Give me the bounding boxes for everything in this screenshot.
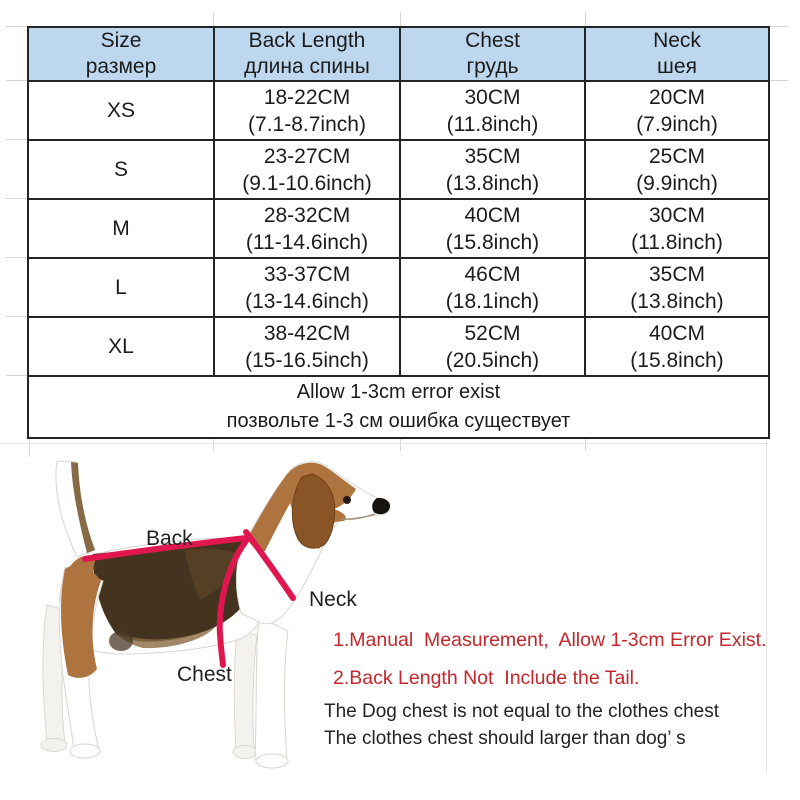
neck-inch: (7.9inch) [636,112,718,136]
col-header-neck-en: Neck [653,29,701,52]
dog-far-front-paw [233,746,257,759]
chest-cm: 52CM [464,321,521,345]
col-header-size [28,27,214,81]
size-cell: XL [28,317,214,376]
col-header-chest-en: Chest [465,29,520,52]
table-row-xl [28,317,769,376]
back-measure-label: Back [146,527,193,550]
table-row-l [28,258,769,317]
neck-inch: (13.8inch) [630,289,724,313]
neck-cell [585,258,769,317]
neck-cell [585,199,769,258]
col-header-back-length-en: Back Length [248,29,366,52]
gridline [400,437,401,451]
chest-inch: (11.8inch) [446,112,539,136]
note-chest-difference: The Dog chest is not equal to the clothes chest [324,701,720,722]
neck-measure-label: Neck [309,588,357,611]
back-length-cell [214,140,400,199]
gridline [6,80,27,81]
note-back-length: 2.Back Length Not Include the Tail. [333,667,640,689]
back-inch: (11-14.6inch) [245,230,369,254]
dog-far-hind-paw [41,739,67,752]
back-length-cell [214,199,400,258]
gridline [6,198,27,199]
dog-near-front-leg [255,617,288,761]
gridline [768,80,788,81]
back-inch: (9.1-10.6inch) [242,171,372,195]
neck-cell [585,81,769,140]
col-header-neck [585,27,769,81]
back-cm: 33-37CM [263,262,351,286]
gridline [768,26,788,27]
gridline [29,437,30,457]
neck-cm: 40CM [648,321,706,345]
gridline [766,437,767,772]
chest-measure-label: Chest [177,663,232,686]
neck-cm: 35CM [648,262,706,286]
col-header-back-length-ru: длина спины [244,55,370,78]
table-row-m [28,199,769,258]
chest-inch: (13.8inch) [445,171,540,195]
dog-near-hind-paw [70,744,100,758]
table-row-s [28,140,769,199]
neck-cell [585,317,769,376]
chest-cell [400,199,585,258]
chest-cell [400,258,585,317]
chest-cell [400,140,585,199]
col-header-back-length [214,27,400,81]
chest-inch: (15.8inch) [445,230,540,254]
gridline [6,139,27,140]
size-cell: XS [28,81,214,140]
chest-inch: (18.1inch) [445,289,540,313]
note-chest-larger: The clothes chest should larger than dog’ s [324,728,686,749]
chest-cm: 30CM [464,85,521,109]
header-row [28,27,769,81]
col-header-size-ru: размер [85,55,157,78]
back-cm: 28-32CM [263,203,351,227]
table-row-xs [28,81,769,140]
neck-inch: (11.8inch) [631,230,723,254]
back-length-cell [214,81,400,140]
back-inch: (13-14.6inch) [245,289,369,313]
col-header-chest [400,27,585,81]
dog-belly-marking [109,631,133,651]
neck-cm: 25CM [648,144,706,168]
dog-far-front-leg [234,631,257,751]
gridline [6,257,27,258]
neck-inch: (15.8inch) [630,348,724,372]
gridline [6,375,27,376]
gridline [6,316,27,317]
neck-cell [585,140,769,199]
chest-cell [400,81,585,140]
note-manual-measurement: 1.Manual Measurement, Allow 1-3cm Error Exist. [333,629,767,651]
gridline [400,12,401,26]
back-cm: 18-22CM [263,85,351,109]
chest-cm: 35CM [464,144,521,168]
gridline [6,26,27,27]
neck-cm: 20CM [648,85,706,109]
gridline [0,443,768,444]
neck-inch: (9.9inch) [636,171,718,195]
tolerance-note-en: Allow 1-3cm error exist [296,381,501,403]
tolerance-note-ru: позвольте 1-3 см ошибка существует [226,410,571,432]
back-cm: 38-42CM [263,321,351,345]
dog-near-front-paw [256,754,288,768]
gridline [213,437,214,451]
gridline [585,437,586,451]
back-inch: (7.1-8.7inch) [248,112,366,136]
gridline [585,12,586,26]
dog-eye [343,496,351,504]
neck-cm: 30CM [648,203,706,227]
chest-cm: 40CM [464,203,521,227]
size-chart-table [27,26,770,439]
chest-cm: 46CM [464,262,521,286]
col-header-neck-ru: шея [657,55,697,78]
size-cell: L [28,258,214,317]
back-inch: (15-16.5inch) [245,348,369,372]
col-header-size-en: Size [100,29,142,52]
tolerance-note-cell [28,376,769,438]
size-cell: S [28,140,214,199]
gridline [213,12,214,26]
back-length-cell [214,317,400,376]
size-cell: M [28,199,214,258]
back-length-cell [214,258,400,317]
tolerance-row [28,376,769,438]
back-cm: 23-27CM [263,144,351,168]
chest-inch: (20.5inch) [445,348,540,372]
chest-cell [400,317,585,376]
col-header-chest-ru: грудь [466,55,519,78]
